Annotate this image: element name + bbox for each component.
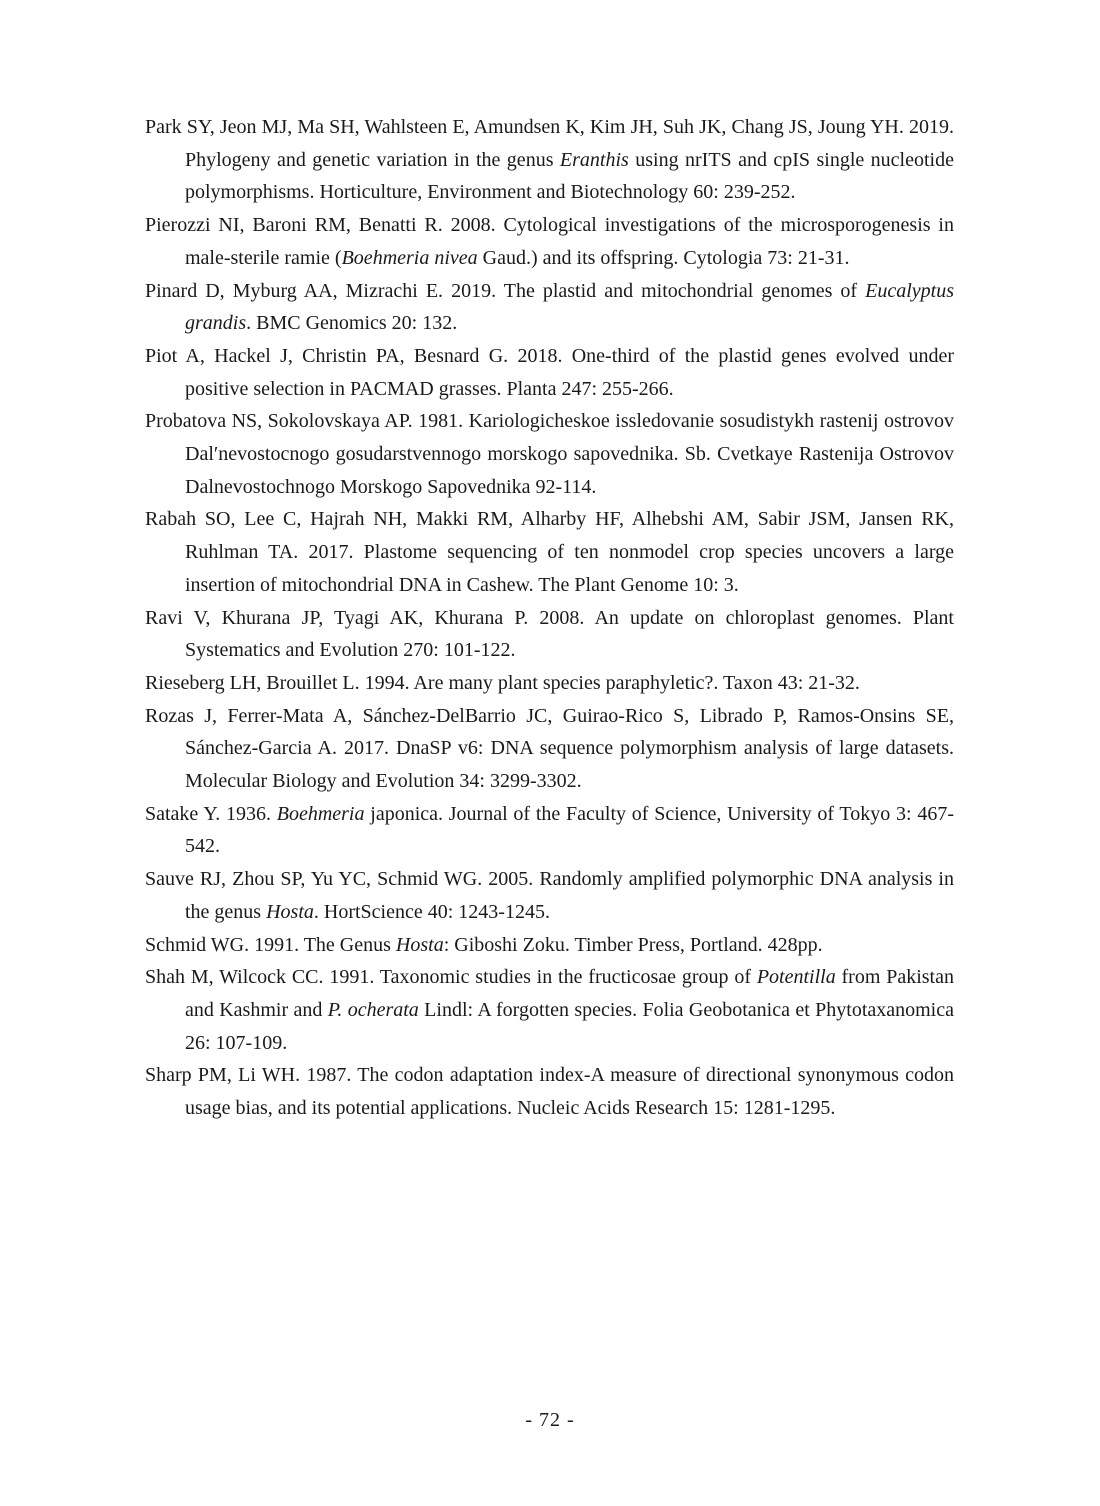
- reference-entry: [145, 667, 954, 700]
- reference-text: . BMC Genomics 20: 132.: [246, 312, 458, 335]
- italic-taxon-name: Potentilla: [756, 966, 836, 989]
- italic-taxon-name: P. ocherata: [327, 998, 419, 1021]
- reference-entry: [145, 961, 954, 1059]
- reference-text: Gaud.) and its offspring. Cytologia 73: 21-31.: [477, 246, 850, 269]
- reference-entry: [145, 275, 954, 340]
- italic-taxon-name: Boehmeria: [276, 802, 365, 825]
- reference-text: Park SY, Jeon MJ, Ma SH, Wahlsteen E, Amundsen K, Kim JH, Suh JK, Chang JS, Joung YH. 2019. Phylogeny and genetic variation in the genus: [145, 116, 954, 171]
- reference-text: Piot A, Hackel J, Christin PA, Besnard G. 2018. One-third of the plastid genes evolved under positive selection in PACMAD grasses. Planta 247: 255-266.: [145, 344, 954, 400]
- reference-entry: [145, 863, 954, 928]
- reference-text: Ravi V, Khurana JP, Tyagi AK, Khurana P. 2008. An update on chloroplast genomes. Plant Systematics and Evolution 270: 101-122.: [145, 606, 954, 662]
- reference-entry: [145, 798, 954, 863]
- reference-text: using nrITS and cpIS single nucleotide polymorphisms. Horticulture, Environment and Biotechnology 60: 239-252.: [185, 148, 954, 204]
- reference-entry: [145, 700, 954, 798]
- reference-text: Pierozzi NI, Baroni RM, Benatti R. 2008. Cytological investigations of the microsporogenesis in male-sterile ramie (: [145, 214, 954, 269]
- reference-text: Rieseberg LH, Brouillet L. 1994. Are many plant species paraphyletic?. Taxon 43: 21-32.: [145, 671, 860, 694]
- reference-text: japonica. Journal of the Faculty of Science, University of Tokyo 3: 467-542.: [185, 802, 954, 858]
- reference-entry: [145, 111, 954, 209]
- reference-entry: [145, 209, 954, 274]
- reference-text: Rabah SO, Lee C, Hajrah NH, Makki RM, Alharby HF, Alhebshi AM, Sabir JSM, Jansen RK, Ruhlman TA. 2017. Plastome sequencing of ten nonmodel crop species uncovers a large insertion of mitochondrial DNA in Cashew. The Plant Genome 10: 3.: [145, 508, 954, 596]
- reference-entry: [145, 503, 954, 601]
- reference-text: Pinard D, Myburg AA, Mizrachi E. 2019. The plastid and mitochondrial genomes of: [145, 279, 866, 302]
- reference-text: Lindl: A forgotten species. Folia Geobotanica et Phytotaxanomica 26: 107-109.: [185, 998, 954, 1054]
- italic-taxon-name: Eranthis: [559, 148, 629, 171]
- reference-text: : Giboshi Zoku. Timber Press, Portland. 428pp.: [443, 933, 823, 956]
- reference-text: Rozas J, Ferrer-Mata A, Sánchez-DelBarrio JC, Guirao-Rico S, Librado P, Ramos-Onsins SE, Sánchez-Garcia A. 2017. DnaSP v6: DNA sequence polymorphism analysis of large datasets. Molecular Biology and Evolution 34: 3299-3302.: [145, 704, 954, 793]
- reference-text: Satake Y. 1936.: [145, 802, 277, 825]
- page-number: - 72 -: [525, 1409, 575, 1431]
- reference-entry: [145, 602, 954, 667]
- reference-text: Schmid WG. 1991. The Genus: [145, 933, 396, 956]
- reference-text: Probatova NS, Sokolovskaya AP. 1981. Kariologicheskoe issledovanie sosudistykh rastenij ostrovov Dal′nevostocnogo gosudarstvennogo morskogo sapovednika. Sb. Cvetkaye Rastenija Ostrovov Dalnevostochnogo Morskogo Sapovednika 92-114.: [145, 410, 954, 498]
- reference-text: from Pakistan and Kashmir and: [185, 966, 954, 1021]
- italic-taxon-name: Hosta: [266, 900, 314, 923]
- reference-text: Sauve RJ, Zhou SP, Yu YC, Schmid WG. 2005. Randomly amplified polymorphic DNA analysis in the genus: [145, 868, 954, 923]
- reference-entry: [145, 340, 954, 405]
- reference-list: [145, 111, 954, 1125]
- reference-text: . HortScience 40: 1243-1245.: [313, 900, 550, 923]
- reference-entry: [145, 929, 954, 962]
- italic-taxon-name: Eucalyptus grandis: [185, 279, 954, 335]
- reference-entry: [145, 405, 954, 503]
- reference-text: Sharp PM, Li WH. 1987. The codon adaptation index-A measure of directional synonymous codon usage bias, and its potential applications. Nucleic Acids Research 15: 1281-1295.: [145, 1064, 954, 1120]
- reference-entry: [145, 1059, 954, 1124]
- italic-taxon-name: Boehmeria nivea: [341, 246, 478, 269]
- reference-text: Shah M, Wilcock CC. 1991. Taxonomic studies in the fructicosae group of: [145, 966, 757, 989]
- italic-taxon-name: Hosta: [395, 933, 444, 956]
